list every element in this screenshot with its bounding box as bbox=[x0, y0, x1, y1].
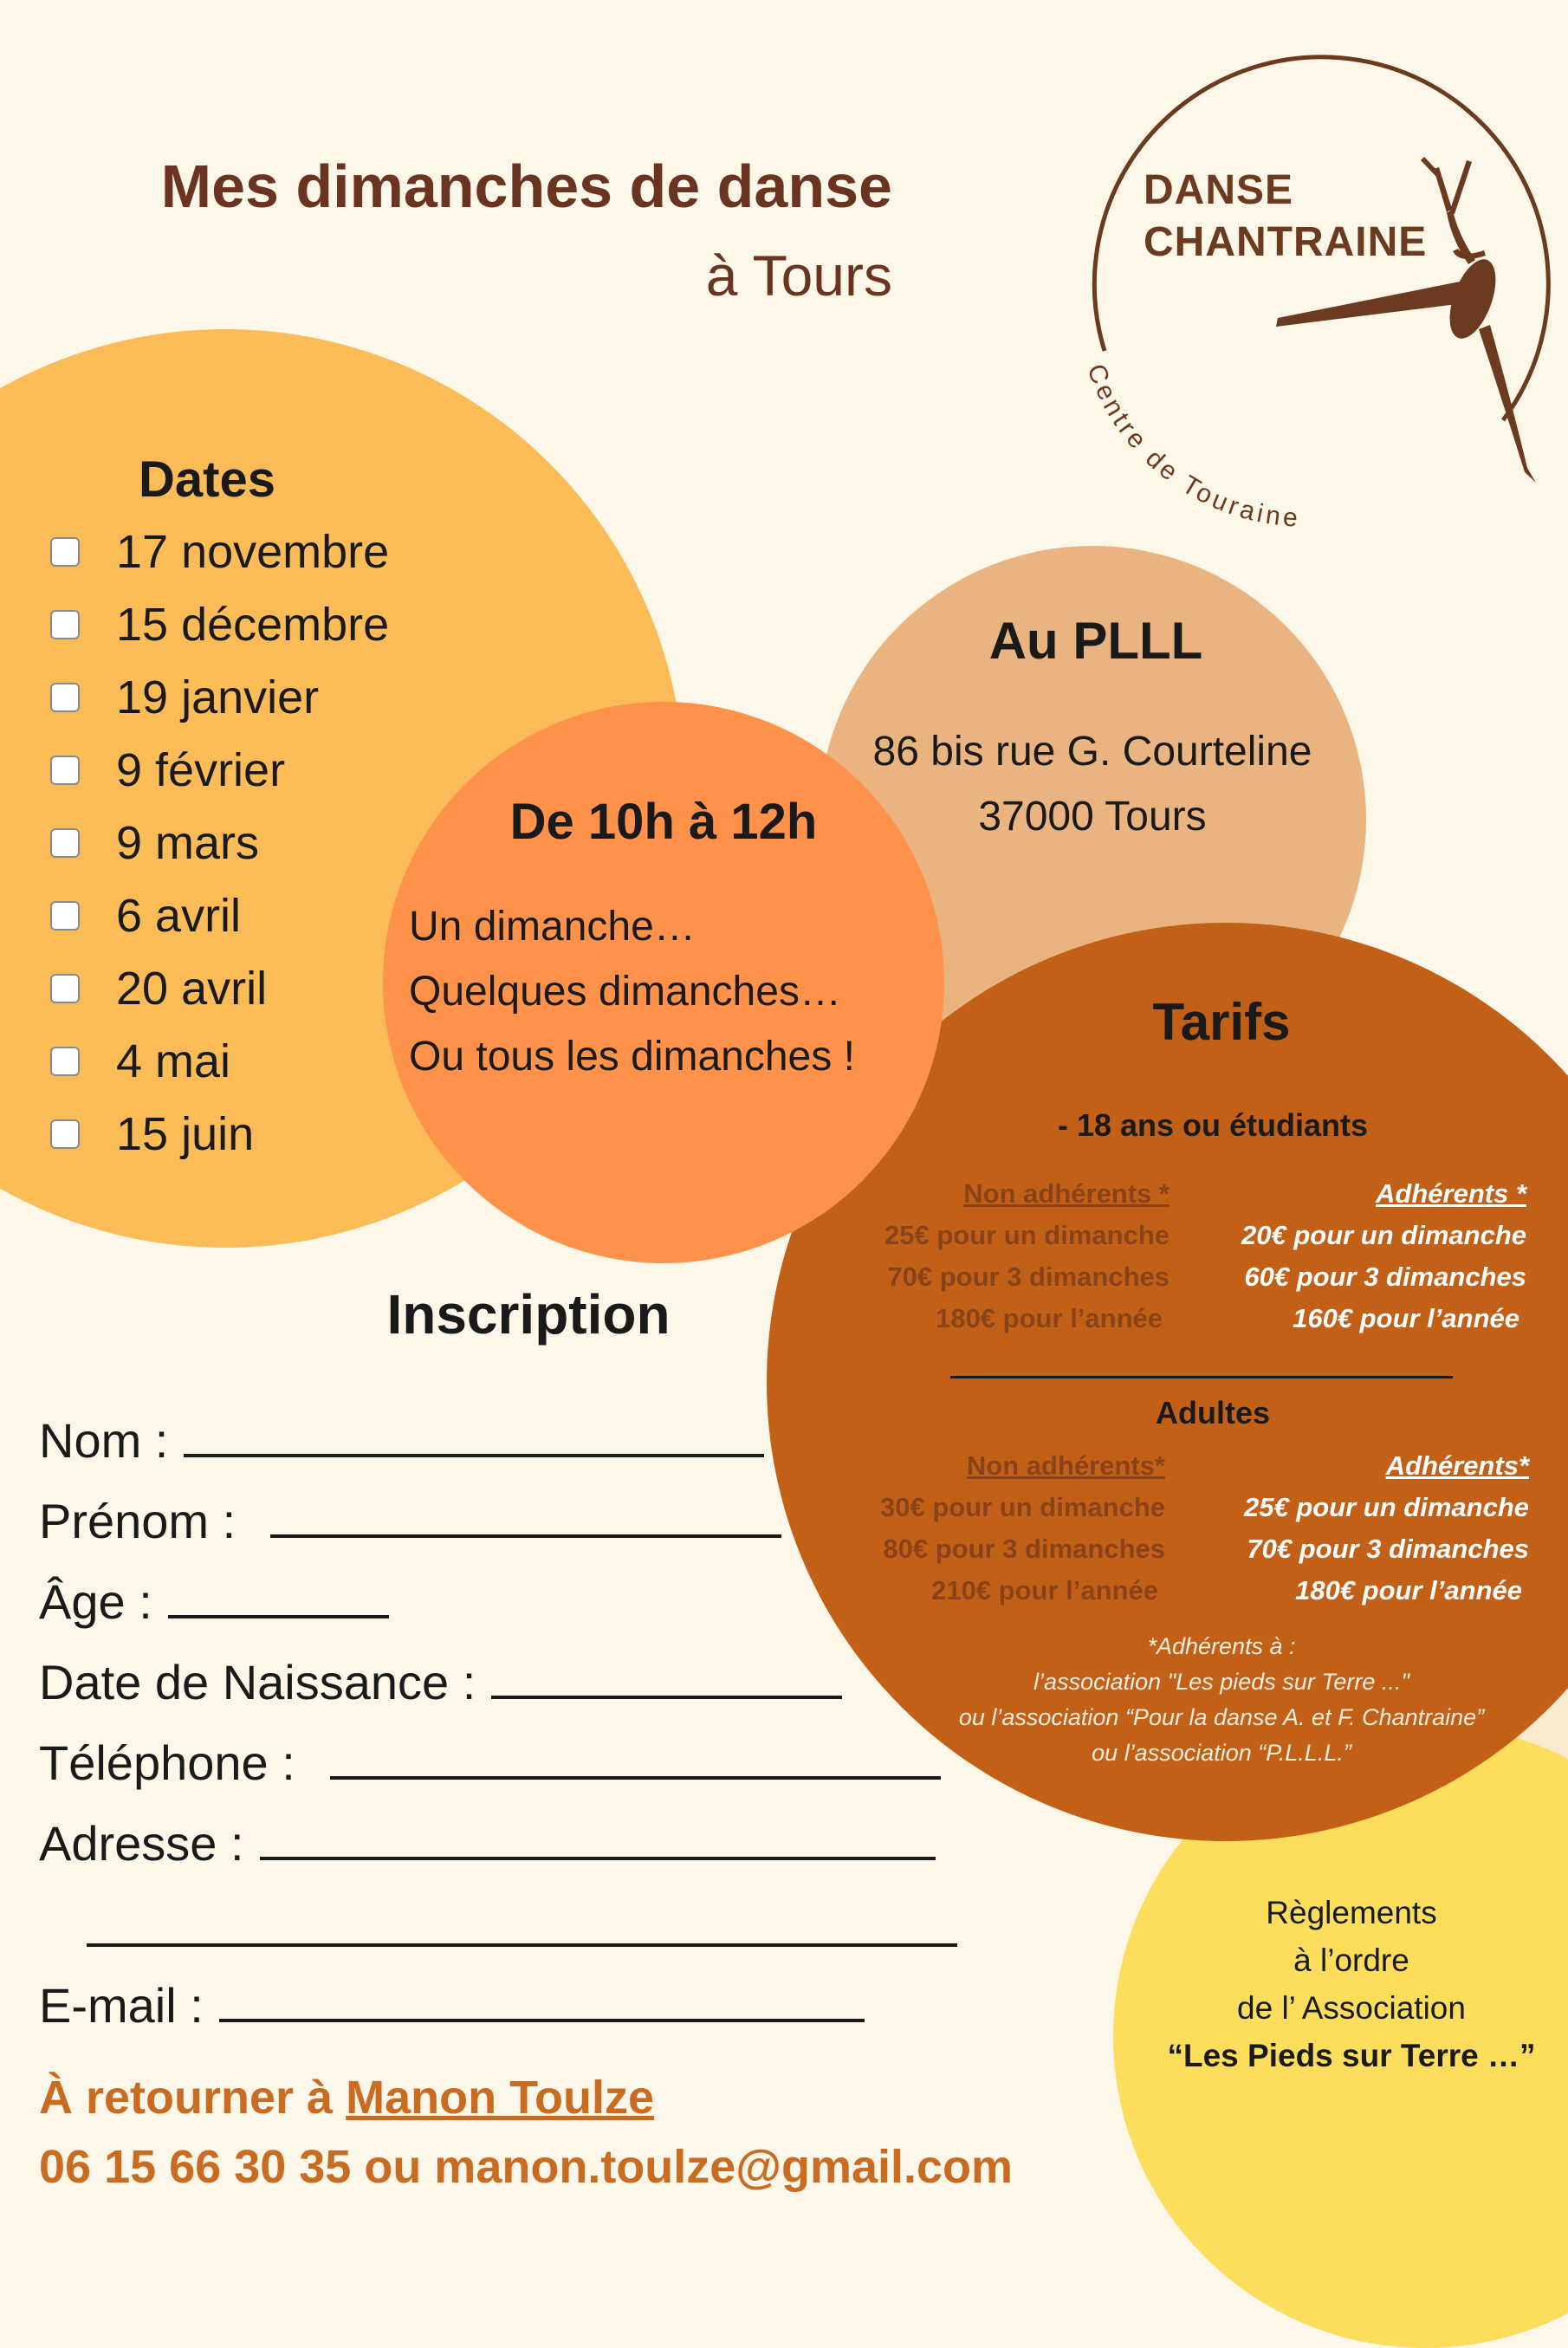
contact-details[interactable]: 06 15 66 30 35 ou manon.toulze@gmail.com bbox=[39, 2141, 1014, 2193]
svg-text:Centre de Touraine bbox=[1081, 360, 1302, 533]
tarifs-divider bbox=[950, 1376, 1453, 1378]
logo-arc-text: Centre de Touraine bbox=[1081, 360, 1302, 533]
schedule-line: Quelques dimanches… bbox=[409, 969, 841, 1015]
page-title: Mes dimanches de danse bbox=[160, 152, 892, 220]
date-checkbox[interactable] bbox=[50, 683, 80, 712]
telephone-input-line[interactable] bbox=[330, 1776, 941, 1780]
date-item[interactable]: 9 mars bbox=[50, 813, 259, 873]
email-field[interactable]: E-mail : bbox=[39, 1977, 865, 2033]
price-line: 160€ pour l’année bbox=[1293, 1303, 1519, 1333]
price-line: 210€ pour l’année bbox=[931, 1575, 1158, 1605]
youth-non-members-head: Non adhérents * bbox=[963, 1178, 1170, 1209]
date-checkbox[interactable] bbox=[50, 974, 80, 1003]
date-checkbox[interactable] bbox=[50, 1119, 80, 1149]
logo bbox=[1053, 39, 1555, 542]
youth-members-head: Adhérents * bbox=[1376, 1178, 1526, 1209]
price-line: 70€ pour 3 dimanches bbox=[1247, 1534, 1529, 1564]
price-line: 180€ pour l’année bbox=[936, 1303, 1163, 1333]
date-item[interactable]: 15 décembre bbox=[50, 594, 389, 655]
nom-field[interactable]: Nom : bbox=[39, 1412, 764, 1469]
telephone-field[interactable]: Téléphone : bbox=[39, 1735, 941, 1791]
prenom-field[interactable]: Prénom : bbox=[39, 1493, 781, 1549]
naissance-input-line[interactable] bbox=[491, 1696, 842, 1699]
schedule-line: Un dimanche… bbox=[409, 904, 696, 950]
logo-line1: DANSE bbox=[1144, 167, 1294, 213]
price-line: 25€ pour un dimanche bbox=[1243, 1492, 1529, 1522]
adults-non-members-column bbox=[819, 1445, 1165, 1612]
date-item[interactable]: 20 avril bbox=[50, 958, 267, 1019]
date-item[interactable]: 17 novembre bbox=[50, 522, 389, 582]
age-input-line[interactable] bbox=[168, 1615, 389, 1618]
date-checkbox[interactable] bbox=[50, 756, 80, 785]
logo-line2: CHANTRAINE bbox=[1144, 219, 1428, 265]
date-item[interactable]: 19 janvier bbox=[50, 667, 319, 728]
schedule-title: De 10h à 12h bbox=[509, 794, 818, 850]
youth-members-column bbox=[1163, 1173, 1526, 1339]
address-line2: 37000 Tours bbox=[978, 794, 1207, 840]
email-input-line[interactable] bbox=[219, 2019, 865, 2022]
date-checkbox[interactable] bbox=[50, 828, 80, 858]
location-title: Au PLLL bbox=[988, 612, 1203, 670]
adresse-input-line-2[interactable] bbox=[87, 1943, 957, 1947]
youth-non-members-column bbox=[823, 1173, 1170, 1339]
adults-members-column bbox=[1165, 1445, 1529, 1612]
date-checkbox[interactable] bbox=[50, 610, 80, 639]
page-subtitle: à Tours bbox=[705, 243, 892, 308]
date-checkbox[interactable] bbox=[50, 901, 80, 931]
membership-note: *Adhérents à : l’association "Les pieds sur Terre ..." ou l’association “Pour la danse A. et F. Chantraine” ou l’association “P.L.L.L.” bbox=[958, 1633, 1485, 1766]
date-item[interactable]: 4 mai bbox=[50, 1031, 230, 1092]
dates-title: Dates bbox=[139, 451, 275, 508]
price-line: 180€ pour l’année bbox=[1295, 1575, 1522, 1605]
prenom-input-line[interactable] bbox=[270, 1534, 781, 1538]
price-line: 70€ pour 3 dimanches bbox=[887, 1262, 1170, 1292]
adults-members-head: Adhérents* bbox=[1385, 1450, 1529, 1481]
reglements-text: Règlements à l’ordre de l’ Association “Les Pieds sur Terre …” bbox=[1167, 1895, 1536, 2073]
adults-heading: Adultes bbox=[1155, 1395, 1270, 1430]
date-item[interactable]: 6 avril bbox=[50, 885, 241, 946]
price-line: 80€ pour 3 dimanches bbox=[883, 1534, 1165, 1564]
date-checkbox[interactable] bbox=[50, 537, 80, 567]
adresse-field[interactable]: Adresse : bbox=[39, 1815, 936, 1871]
youth-heading: - 18 ans ou étudiants bbox=[1057, 1107, 1369, 1143]
price-line: 30€ pour un dimanche bbox=[879, 1492, 1165, 1522]
address-line1: 86 bis rue G. Courteline bbox=[872, 729, 1312, 775]
price-line: 20€ pour un dimanche bbox=[1241, 1220, 1526, 1250]
adults-non-members-head: Non adhérents* bbox=[966, 1450, 1165, 1481]
naissance-field[interactable]: Date de Naissance : bbox=[39, 1654, 842, 1710]
return-info: À retourner à Manon Toulze bbox=[39, 2072, 655, 2124]
contact-name[interactable]: Manon Toulze bbox=[346, 2072, 655, 2124]
adresse-input-line[interactable] bbox=[260, 1857, 936, 1860]
date-item[interactable]: 9 février bbox=[50, 740, 285, 801]
date-checkbox[interactable] bbox=[50, 1047, 80, 1076]
price-line: 25€ pour un dimanche bbox=[884, 1220, 1170, 1250]
inscription-title: Inscription bbox=[386, 1283, 671, 1346]
date-item[interactable]: 15 juin bbox=[50, 1104, 254, 1164]
logo-circle-icon bbox=[1053, 39, 1555, 542]
age-field[interactable]: Âge : bbox=[39, 1573, 389, 1630]
nom-input-line[interactable] bbox=[184, 1454, 764, 1457]
tarifs-title: Tarifs bbox=[1152, 993, 1291, 1051]
price-line: 60€ pour 3 dimanches bbox=[1244, 1262, 1526, 1292]
schedule-line: Ou tous les dimanches ! bbox=[409, 1034, 855, 1080]
dancer-icon bbox=[1276, 157, 1536, 483]
